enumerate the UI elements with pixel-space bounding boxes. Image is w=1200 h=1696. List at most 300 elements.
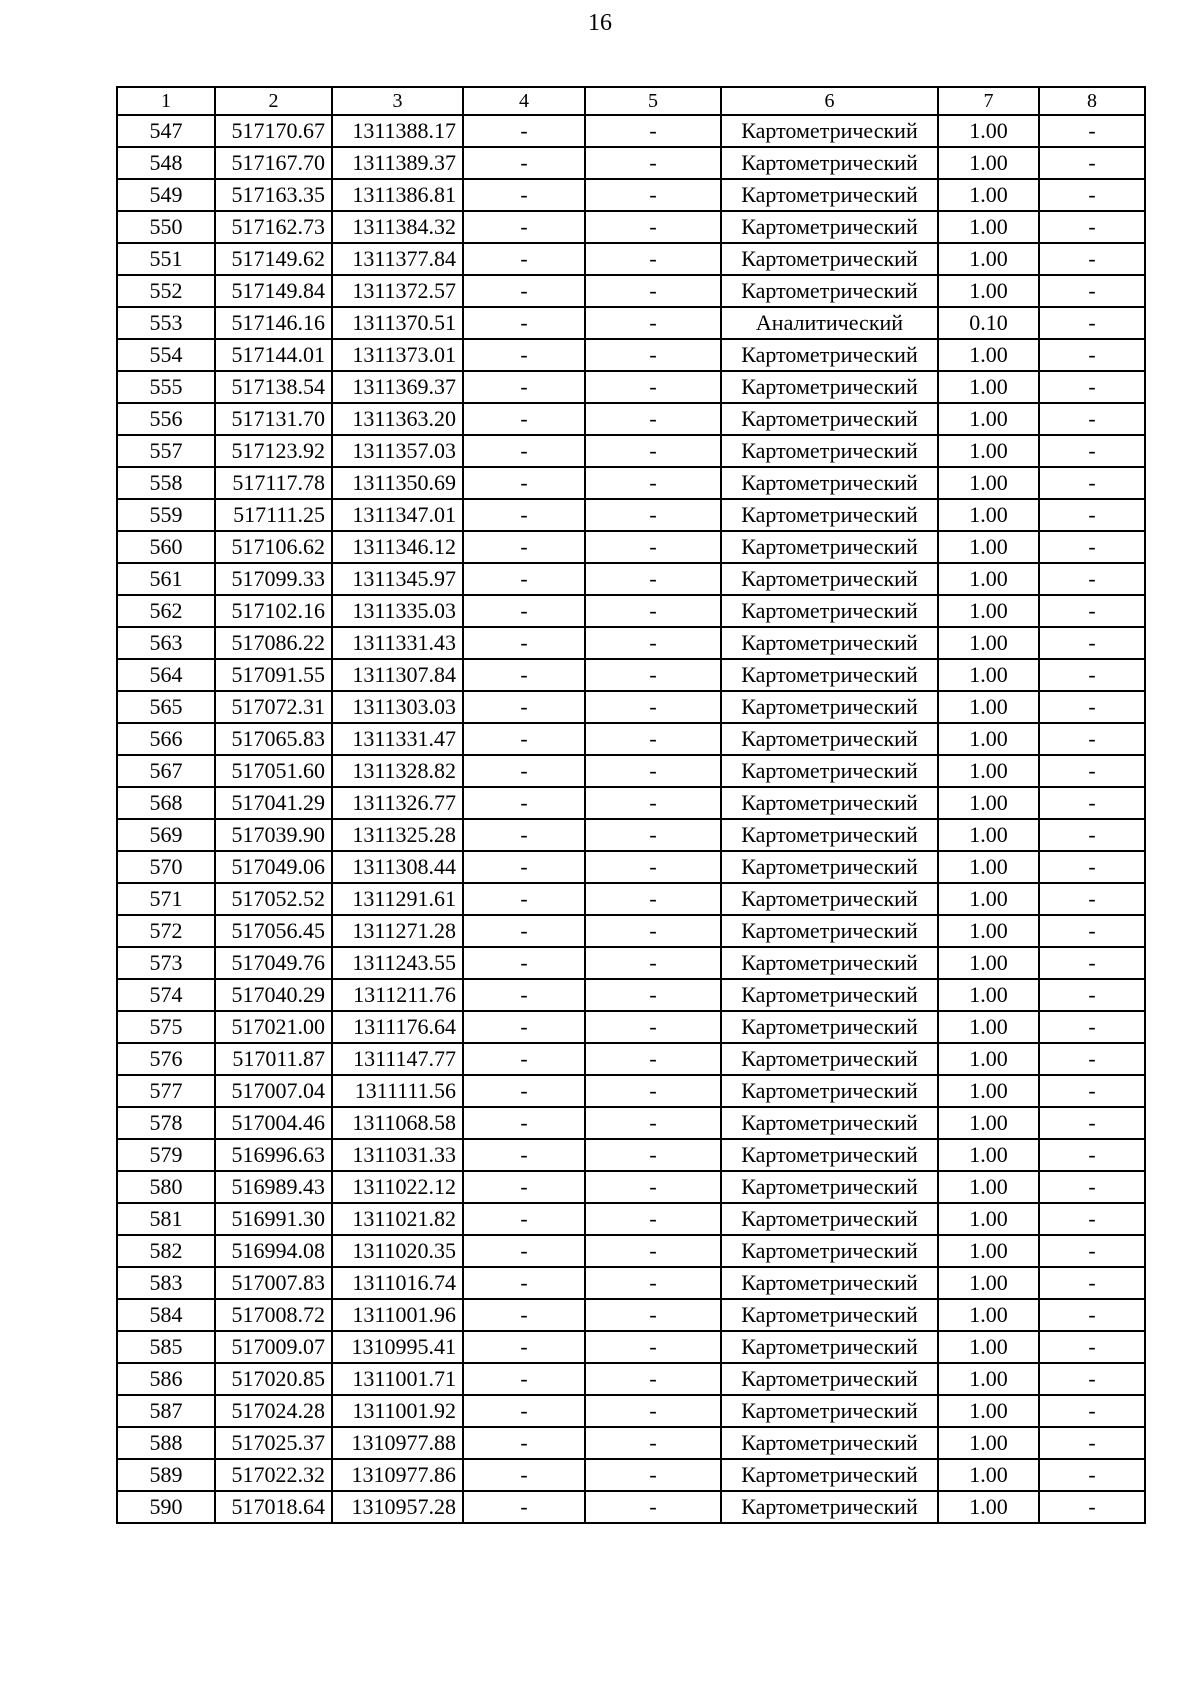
method: Картометрический — [721, 851, 938, 883]
col-4-value: - — [463, 563, 585, 595]
accuracy: 1.00 — [938, 723, 1039, 755]
y-coordinate: 1311331.47 — [332, 723, 463, 755]
y-coordinate: 1311022.12 — [332, 1171, 463, 1203]
method: Картометрический — [721, 531, 938, 563]
table-row — [117, 1267, 1145, 1299]
method: Картометрический — [721, 723, 938, 755]
point-number: 548 — [117, 147, 215, 179]
col-4-value: - — [463, 371, 585, 403]
col-4-value: - — [463, 1491, 585, 1523]
col-8-value: - — [1039, 371, 1145, 403]
table-row — [117, 627, 1145, 659]
y-coordinate: 1311001.96 — [332, 1299, 463, 1331]
col-8-value: - — [1039, 179, 1145, 211]
col-4-value: - — [463, 275, 585, 307]
accuracy: 1.00 — [938, 627, 1039, 659]
col-8-value: - — [1039, 883, 1145, 915]
x-coordinate: 517040.29 — [215, 979, 332, 1011]
column-header: 7 — [938, 87, 1039, 115]
point-number: 587 — [117, 1395, 215, 1427]
accuracy: 1.00 — [938, 691, 1039, 723]
col-8-value: - — [1039, 339, 1145, 371]
x-coordinate: 517131.70 — [215, 403, 332, 435]
method: Картометрический — [721, 179, 938, 211]
x-coordinate: 517123.92 — [215, 435, 332, 467]
col-4-value: - — [463, 147, 585, 179]
x-coordinate: 517007.83 — [215, 1267, 332, 1299]
table-row — [117, 755, 1145, 787]
col-5-value: - — [585, 211, 721, 243]
y-coordinate: 1311211.76 — [332, 979, 463, 1011]
accuracy: 1.00 — [938, 979, 1039, 1011]
x-coordinate: 517167.70 — [215, 147, 332, 179]
col-4-value: - — [463, 691, 585, 723]
point-number: 579 — [117, 1139, 215, 1171]
x-coordinate: 517051.60 — [215, 755, 332, 787]
accuracy: 1.00 — [938, 819, 1039, 851]
x-coordinate: 517021.00 — [215, 1011, 332, 1043]
point-number: 575 — [117, 1011, 215, 1043]
table-row — [117, 1139, 1145, 1171]
col-8-value: - — [1039, 819, 1145, 851]
column-header: 2 — [215, 87, 332, 115]
col-8-value: - — [1039, 755, 1145, 787]
point-number: 572 — [117, 915, 215, 947]
table-row — [117, 1011, 1145, 1043]
col-5-value: - — [585, 275, 721, 307]
col-8-value: - — [1039, 1491, 1145, 1523]
col-4-value: - — [463, 307, 585, 339]
col-4-value: - — [463, 1107, 585, 1139]
accuracy: 1.00 — [938, 179, 1039, 211]
accuracy: 1.00 — [938, 499, 1039, 531]
x-coordinate: 517039.90 — [215, 819, 332, 851]
point-number: 554 — [117, 339, 215, 371]
col-8-value: - — [1039, 979, 1145, 1011]
accuracy: 1.00 — [938, 339, 1039, 371]
col-4-value: - — [463, 339, 585, 371]
y-coordinate: 1311020.35 — [332, 1235, 463, 1267]
col-4-value: - — [463, 1363, 585, 1395]
col-4-value: - — [463, 883, 585, 915]
method: Картометрический — [721, 627, 938, 659]
col-8-value: - — [1039, 1299, 1145, 1331]
x-coordinate: 517020.85 — [215, 1363, 332, 1395]
col-4-value: - — [463, 1459, 585, 1491]
method: Картометрический — [721, 787, 938, 819]
y-coordinate: 1311347.01 — [332, 499, 463, 531]
point-number: 581 — [117, 1203, 215, 1235]
method: Картометрический — [721, 435, 938, 467]
accuracy: 1.00 — [938, 787, 1039, 819]
col-5-value: - — [585, 819, 721, 851]
method: Аналитический — [721, 307, 938, 339]
point-number: 562 — [117, 595, 215, 627]
x-coordinate: 517041.29 — [215, 787, 332, 819]
accuracy: 1.00 — [938, 755, 1039, 787]
col-4-value: - — [463, 467, 585, 499]
accuracy: 1.00 — [938, 1107, 1039, 1139]
col-5-value: - — [585, 499, 721, 531]
col-4-value: - — [463, 531, 585, 563]
table-row — [117, 1363, 1145, 1395]
point-number: 571 — [117, 883, 215, 915]
col-4-value: - — [463, 787, 585, 819]
point-number: 552 — [117, 275, 215, 307]
method: Картометрический — [721, 1299, 938, 1331]
point-number: 550 — [117, 211, 215, 243]
table-row — [117, 819, 1145, 851]
col-5-value: - — [585, 1107, 721, 1139]
x-coordinate: 517086.22 — [215, 627, 332, 659]
point-number: 589 — [117, 1459, 215, 1491]
method: Картометрический — [721, 467, 938, 499]
y-coordinate: 1311001.92 — [332, 1395, 463, 1427]
method: Картометрический — [721, 147, 938, 179]
accuracy: 1.00 — [938, 915, 1039, 947]
table-row — [117, 1299, 1145, 1331]
x-coordinate: 517049.06 — [215, 851, 332, 883]
accuracy: 1.00 — [938, 1299, 1039, 1331]
table-row — [117, 147, 1145, 179]
y-coordinate: 1311243.55 — [332, 947, 463, 979]
y-coordinate: 1311357.03 — [332, 435, 463, 467]
method: Картометрический — [721, 1331, 938, 1363]
table-body — [117, 115, 1145, 1523]
col-4-value: - — [463, 1427, 585, 1459]
table-row — [117, 371, 1145, 403]
col-5-value: - — [585, 1011, 721, 1043]
method: Картометрический — [721, 115, 938, 147]
accuracy: 0.10 — [938, 307, 1039, 339]
col-8-value: - — [1039, 595, 1145, 627]
table-row — [117, 243, 1145, 275]
col-4-value: - — [463, 243, 585, 275]
col-5-value: - — [585, 467, 721, 499]
y-coordinate: 1311389.37 — [332, 147, 463, 179]
method: Картометрический — [721, 275, 938, 307]
accuracy: 1.00 — [938, 947, 1039, 979]
point-number: 553 — [117, 307, 215, 339]
x-coordinate: 517117.78 — [215, 467, 332, 499]
col-4-value: - — [463, 1075, 585, 1107]
col-5-value: - — [585, 947, 721, 979]
col-5-value: - — [585, 659, 721, 691]
y-coordinate: 1311307.84 — [332, 659, 463, 691]
method: Картометрический — [721, 915, 938, 947]
col-8-value: - — [1039, 1043, 1145, 1075]
col-4-value: - — [463, 435, 585, 467]
col-8-value: - — [1039, 851, 1145, 883]
col-4-value: - — [463, 755, 585, 787]
col-5-value: - — [585, 915, 721, 947]
accuracy: 1.00 — [938, 1491, 1039, 1523]
x-coordinate: 517170.67 — [215, 115, 332, 147]
col-5-value: - — [585, 339, 721, 371]
method: Картометрический — [721, 243, 938, 275]
y-coordinate: 1311328.82 — [332, 755, 463, 787]
accuracy: 1.00 — [938, 1139, 1039, 1171]
table-row — [117, 435, 1145, 467]
accuracy: 1.00 — [938, 1459, 1039, 1491]
x-coordinate: 517072.31 — [215, 691, 332, 723]
accuracy: 1.00 — [938, 243, 1039, 275]
col-8-value: - — [1039, 627, 1145, 659]
point-number: 564 — [117, 659, 215, 691]
col-8-value: - — [1039, 1171, 1145, 1203]
y-coordinate: 1310995.41 — [332, 1331, 463, 1363]
col-8-value: - — [1039, 1427, 1145, 1459]
method: Картометрический — [721, 1363, 938, 1395]
col-4-value: - — [463, 1139, 585, 1171]
table-row — [117, 659, 1145, 691]
accuracy: 1.00 — [938, 851, 1039, 883]
x-coordinate: 516996.63 — [215, 1139, 332, 1171]
accuracy: 1.00 — [938, 147, 1039, 179]
y-coordinate: 1311377.84 — [332, 243, 463, 275]
point-number: 568 — [117, 787, 215, 819]
point-number: 559 — [117, 499, 215, 531]
y-coordinate: 1311335.03 — [332, 595, 463, 627]
point-number: 590 — [117, 1491, 215, 1523]
y-coordinate: 1311326.77 — [332, 787, 463, 819]
point-number: 588 — [117, 1427, 215, 1459]
column-header: 3 — [332, 87, 463, 115]
y-coordinate: 1311325.28 — [332, 819, 463, 851]
accuracy: 1.00 — [938, 467, 1039, 499]
point-number: 560 — [117, 531, 215, 563]
x-coordinate: 516989.43 — [215, 1171, 332, 1203]
point-number: 566 — [117, 723, 215, 755]
table-row — [117, 339, 1145, 371]
col-8-value: - — [1039, 691, 1145, 723]
x-coordinate: 517091.55 — [215, 659, 332, 691]
method: Картометрический — [721, 211, 938, 243]
table-row — [117, 1491, 1145, 1523]
col-5-value: - — [585, 883, 721, 915]
table-row — [117, 531, 1145, 563]
col-8-value: - — [1039, 435, 1145, 467]
col-5-value: - — [585, 1203, 721, 1235]
x-coordinate: 516991.30 — [215, 1203, 332, 1235]
method: Картометрический — [721, 1267, 938, 1299]
method: Картометрический — [721, 1491, 938, 1523]
point-number: 574 — [117, 979, 215, 1011]
table-row — [117, 307, 1145, 339]
col-5-value: - — [585, 1267, 721, 1299]
point-number: 586 — [117, 1363, 215, 1395]
method: Картометрический — [721, 755, 938, 787]
col-5-value: - — [585, 531, 721, 563]
col-5-value: - — [585, 1427, 721, 1459]
accuracy: 1.00 — [938, 595, 1039, 627]
method: Картометрический — [721, 1427, 938, 1459]
col-8-value: - — [1039, 723, 1145, 755]
col-4-value: - — [463, 659, 585, 691]
col-5-value: - — [585, 1171, 721, 1203]
y-coordinate: 1311303.03 — [332, 691, 463, 723]
table-row — [117, 179, 1145, 211]
x-coordinate: 517065.83 — [215, 723, 332, 755]
accuracy: 1.00 — [938, 1203, 1039, 1235]
page-number: 16 — [588, 10, 612, 36]
y-coordinate: 1311271.28 — [332, 915, 463, 947]
y-coordinate: 1311350.69 — [332, 467, 463, 499]
x-coordinate: 517149.84 — [215, 275, 332, 307]
accuracy: 1.00 — [938, 403, 1039, 435]
point-number: 563 — [117, 627, 215, 659]
col-4-value: - — [463, 1235, 585, 1267]
accuracy: 1.00 — [938, 371, 1039, 403]
table-row — [117, 723, 1145, 755]
col-8-value: - — [1039, 1075, 1145, 1107]
table-row — [117, 403, 1145, 435]
y-coordinate: 1311111.56 — [332, 1075, 463, 1107]
x-coordinate: 517052.52 — [215, 883, 332, 915]
point-number: 569 — [117, 819, 215, 851]
y-coordinate: 1311147.77 — [332, 1043, 463, 1075]
accuracy: 1.00 — [938, 1075, 1039, 1107]
y-coordinate: 1310977.86 — [332, 1459, 463, 1491]
accuracy: 1.00 — [938, 115, 1039, 147]
y-coordinate: 1311331.43 — [332, 627, 463, 659]
col-4-value: - — [463, 915, 585, 947]
accuracy: 1.00 — [938, 1011, 1039, 1043]
col-4-value: - — [463, 819, 585, 851]
x-coordinate: 517102.16 — [215, 595, 332, 627]
col-4-value: - — [463, 1171, 585, 1203]
table-row — [117, 851, 1145, 883]
col-5-value: - — [585, 979, 721, 1011]
col-4-value: - — [463, 179, 585, 211]
coordinates-table — [116, 86, 1146, 1524]
column-header: 6 — [721, 87, 938, 115]
point-number: 565 — [117, 691, 215, 723]
method: Картометрический — [721, 339, 938, 371]
col-5-value: - — [585, 147, 721, 179]
method: Картометрический — [721, 499, 938, 531]
method: Картометрический — [721, 947, 938, 979]
accuracy: 1.00 — [938, 275, 1039, 307]
accuracy: 1.00 — [938, 211, 1039, 243]
table-row — [117, 1235, 1145, 1267]
table-row — [117, 499, 1145, 531]
x-coordinate: 517018.64 — [215, 1491, 332, 1523]
x-coordinate: 517163.35 — [215, 179, 332, 211]
method: Картометрический — [721, 883, 938, 915]
point-number: 584 — [117, 1299, 215, 1331]
point-number: 555 — [117, 371, 215, 403]
y-coordinate: 1310977.88 — [332, 1427, 463, 1459]
y-coordinate: 1311372.57 — [332, 275, 463, 307]
method: Картометрический — [721, 691, 938, 723]
col-4-value: - — [463, 979, 585, 1011]
col-8-value: - — [1039, 1203, 1145, 1235]
col-8-value: - — [1039, 1363, 1145, 1395]
table-row — [117, 1331, 1145, 1363]
table-row — [117, 595, 1145, 627]
x-coordinate: 517138.54 — [215, 371, 332, 403]
col-5-value: - — [585, 403, 721, 435]
col-5-value: - — [585, 179, 721, 211]
table-row — [117, 1043, 1145, 1075]
col-4-value: - — [463, 1331, 585, 1363]
x-coordinate: 517162.73 — [215, 211, 332, 243]
col-8-value: - — [1039, 1235, 1145, 1267]
point-number: 551 — [117, 243, 215, 275]
y-coordinate: 1311386.81 — [332, 179, 463, 211]
col-5-value: - — [585, 115, 721, 147]
y-coordinate: 1311068.58 — [332, 1107, 463, 1139]
x-coordinate: 517024.28 — [215, 1395, 332, 1427]
table-row — [117, 1171, 1145, 1203]
table-row — [117, 1459, 1145, 1491]
table-row — [117, 883, 1145, 915]
accuracy: 1.00 — [938, 1267, 1039, 1299]
col-8-value: - — [1039, 659, 1145, 691]
col-8-value: - — [1039, 915, 1145, 947]
point-number: 582 — [117, 1235, 215, 1267]
x-coordinate: 517099.33 — [215, 563, 332, 595]
point-number: 570 — [117, 851, 215, 883]
point-number: 557 — [117, 435, 215, 467]
y-coordinate: 1311016.74 — [332, 1267, 463, 1299]
x-coordinate: 517049.76 — [215, 947, 332, 979]
method: Картометрический — [721, 1011, 938, 1043]
col-5-value: - — [585, 1363, 721, 1395]
x-coordinate: 517011.87 — [215, 1043, 332, 1075]
accuracy: 1.00 — [938, 563, 1039, 595]
col-4-value: - — [463, 1203, 585, 1235]
method: Картометрический — [721, 563, 938, 595]
point-number: 549 — [117, 179, 215, 211]
col-8-value: - — [1039, 1267, 1145, 1299]
method: Картометрический — [721, 819, 938, 851]
col-8-value: - — [1039, 947, 1145, 979]
point-number: 547 — [117, 115, 215, 147]
y-coordinate: 1311021.82 — [332, 1203, 463, 1235]
method: Картометрический — [721, 595, 938, 627]
col-8-value: - — [1039, 147, 1145, 179]
y-coordinate: 1311388.17 — [332, 115, 463, 147]
x-coordinate: 517144.01 — [215, 339, 332, 371]
column-header: 4 — [463, 87, 585, 115]
col-8-value: - — [1039, 1459, 1145, 1491]
point-number: 573 — [117, 947, 215, 979]
accuracy: 1.00 — [938, 1331, 1039, 1363]
point-number: 578 — [117, 1107, 215, 1139]
accuracy: 1.00 — [938, 883, 1039, 915]
x-coordinate: 517009.07 — [215, 1331, 332, 1363]
col-5-value: - — [585, 1331, 721, 1363]
y-coordinate: 1311373.01 — [332, 339, 463, 371]
col-4-value: - — [463, 403, 585, 435]
col-5-value: - — [585, 435, 721, 467]
method: Картометрический — [721, 1203, 938, 1235]
col-8-value: - — [1039, 115, 1145, 147]
col-5-value: - — [585, 595, 721, 627]
col-8-value: - — [1039, 211, 1145, 243]
table-row — [117, 115, 1145, 147]
y-coordinate: 1311345.97 — [332, 563, 463, 595]
accuracy: 1.00 — [938, 1427, 1039, 1459]
col-4-value: - — [463, 1011, 585, 1043]
accuracy: 1.00 — [938, 1235, 1039, 1267]
x-coordinate: 517007.04 — [215, 1075, 332, 1107]
col-8-value: - — [1039, 1331, 1145, 1363]
method: Картометрический — [721, 1395, 938, 1427]
col-4-value: - — [463, 723, 585, 755]
